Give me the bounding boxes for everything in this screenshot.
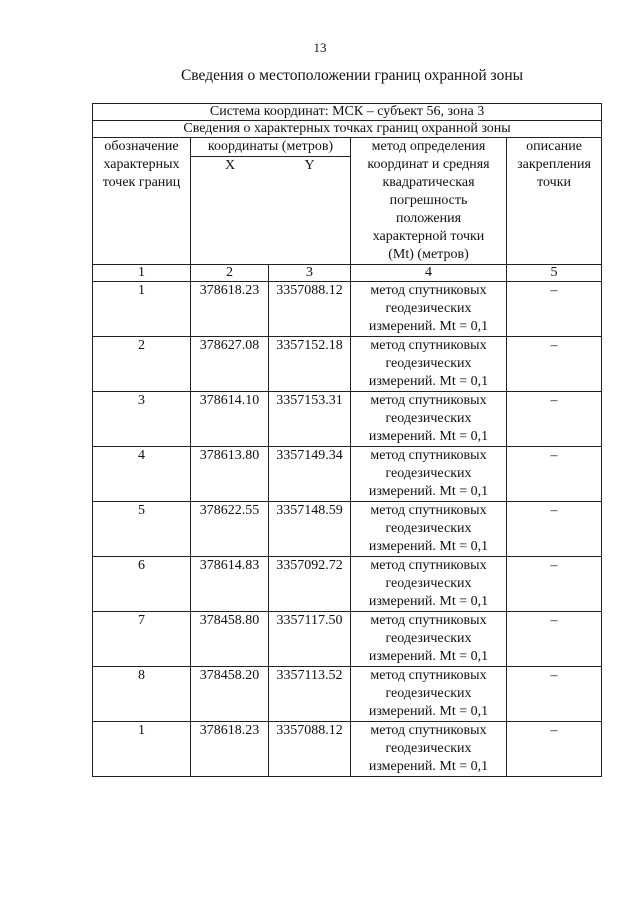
header-method-line: (Mt) (метров) [388,247,469,262]
point-designation-cell: 5 [93,502,191,557]
method-line: геодезических [385,301,472,316]
description-cell: – [507,337,602,392]
method-line: измерений. Mt = 0,1 [368,704,489,719]
page-number: 13 [313,40,327,55]
header-xy-wrap [191,157,350,175]
header-method-line: квадратическая [382,175,475,190]
method-line: измерений. Mt = 0,1 [368,429,489,444]
header-coordinates [191,138,351,265]
method-line: метод спутниковых [370,338,487,353]
table-row [93,447,602,502]
x-coordinate-cell: 378458.80 [191,612,269,667]
table-row [93,612,602,667]
header-description [507,138,602,265]
method-cell [351,612,507,667]
header-point-line: точек границ [102,175,181,190]
x-coordinate-cell: 378613.80 [191,447,269,502]
method-line: измерений. Mt = 0,1 [368,649,489,664]
method-line: метод спутниковых [370,393,487,408]
y-coordinate-cell: 3357153.31 [269,392,351,447]
x-coordinate-cell: 378618.23 [191,722,269,777]
document-title: Сведения о местоположении границ охранной зоны [180,67,524,84]
point-designation-cell: 3 [93,392,191,447]
header-desc-line: закрепления [517,157,591,172]
description-cell: – [507,447,602,502]
table-row [93,557,602,612]
method-line: геодезических [385,631,472,646]
method-line: геодезических [385,576,472,591]
point-designation-cell: 1 [93,282,191,337]
method-line: геодезических [385,521,472,536]
table-body [93,282,602,777]
method-line: геодезических [385,741,472,756]
table-row [93,282,602,337]
header-method-line: метод определения [371,139,486,154]
y-coordinate-cell: 3357149.34 [269,447,351,502]
description-cell: – [507,612,602,667]
x-coordinate-cell: 378614.10 [191,392,269,447]
description-cell: – [507,667,602,722]
y-coordinate-cell: 3357088.12 [269,282,351,337]
method-line: геодезических [385,466,472,481]
x-coordinate-cell: 378627.08 [191,337,269,392]
description-cell: – [507,392,602,447]
method-cell [351,337,507,392]
method-line: метод спутниковых [370,613,487,628]
header-method-line: характерной точки [372,229,485,244]
method-line: измерений. Mt = 0,1 [368,484,489,499]
point-designation-cell: 7 [93,612,191,667]
method-line: геодезических [385,411,472,426]
method-line: метод спутниковых [370,558,487,573]
method-cell [351,447,507,502]
point-designation-cell: 4 [93,447,191,502]
method-cell [351,502,507,557]
column-number: 3 [269,265,351,282]
points-info-cell: Сведения о характерных точках границ охранной зоны [93,121,602,138]
table-row [93,667,602,722]
header-point-line: характерных [103,157,180,172]
method-line: геодезических [385,356,472,371]
column-number-row [93,265,602,282]
header-desc-line: описание [526,139,582,154]
point-designation-cell: 2 [93,337,191,392]
description-cell: – [507,282,602,337]
description-cell: – [507,502,602,557]
y-coordinate-cell: 3357148.59 [269,502,351,557]
x-coordinate-cell: 378458.20 [191,667,269,722]
method-line: метод спутниковых [370,668,487,683]
method-line: метод спутниковых [370,723,487,738]
header-point-designation [93,138,191,265]
x-coordinate-cell: 378614.83 [191,557,269,612]
column-number: 2 [191,265,269,282]
y-coordinate-cell: 3357117.50 [269,612,351,667]
points-info-row [93,121,602,138]
method-line: измерений. Mt = 0,1 [368,594,489,609]
header-x: X [224,158,236,173]
column-number: 4 [351,265,507,282]
method-cell [351,392,507,447]
header-method [351,138,507,265]
table-row [93,392,602,447]
method-cell [351,722,507,777]
table-row [93,502,602,557]
coordinate-system-row [93,104,602,121]
description-cell: – [507,722,602,777]
method-cell [351,282,507,337]
method-line: метод спутниковых [370,503,487,518]
method-cell [351,667,507,722]
point-designation-cell: 6 [93,557,191,612]
header-method-line: положения [395,211,462,226]
header-method-line: координат и средняя [367,157,490,172]
header-method-line: погрешность [389,193,468,208]
point-designation-cell: 8 [93,667,191,722]
header-y: Y [304,158,315,173]
method-line: измерений. Mt = 0,1 [368,539,489,554]
method-line: измерений. Mt = 0,1 [368,374,489,389]
table-row [93,337,602,392]
header-coordinates-label: координаты (метров) [190,138,351,157]
header-point-line: обозначение [104,139,179,154]
x-coordinate-cell: 378622.55 [191,502,269,557]
y-coordinate-cell: 3357092.72 [269,557,351,612]
method-line: геодезических [385,686,472,701]
method-line: метод спутниковых [370,283,487,298]
method-line: измерений. Mt = 0,1 [368,759,489,774]
column-number: 1 [93,265,191,282]
method-cell [351,557,507,612]
header-desc-line: точки [537,175,571,190]
column-number: 5 [507,265,602,282]
coordinate-system-cell: Система координат: МСК – субъект 56, зона 3 [93,104,602,121]
y-coordinate-cell: 3357088.12 [269,722,351,777]
boundary-points-table [92,103,602,777]
point-designation-cell: 1 [93,722,191,777]
description-cell: – [507,557,602,612]
y-coordinate-cell: 3357113.52 [269,667,351,722]
method-line: метод спутниковых [370,448,487,463]
x-coordinate-cell: 378618.23 [191,282,269,337]
y-coordinate-cell: 3357152.18 [269,337,351,392]
table-row [93,722,602,777]
header-row [93,138,602,265]
method-line: измерений. Mt = 0,1 [368,319,489,334]
